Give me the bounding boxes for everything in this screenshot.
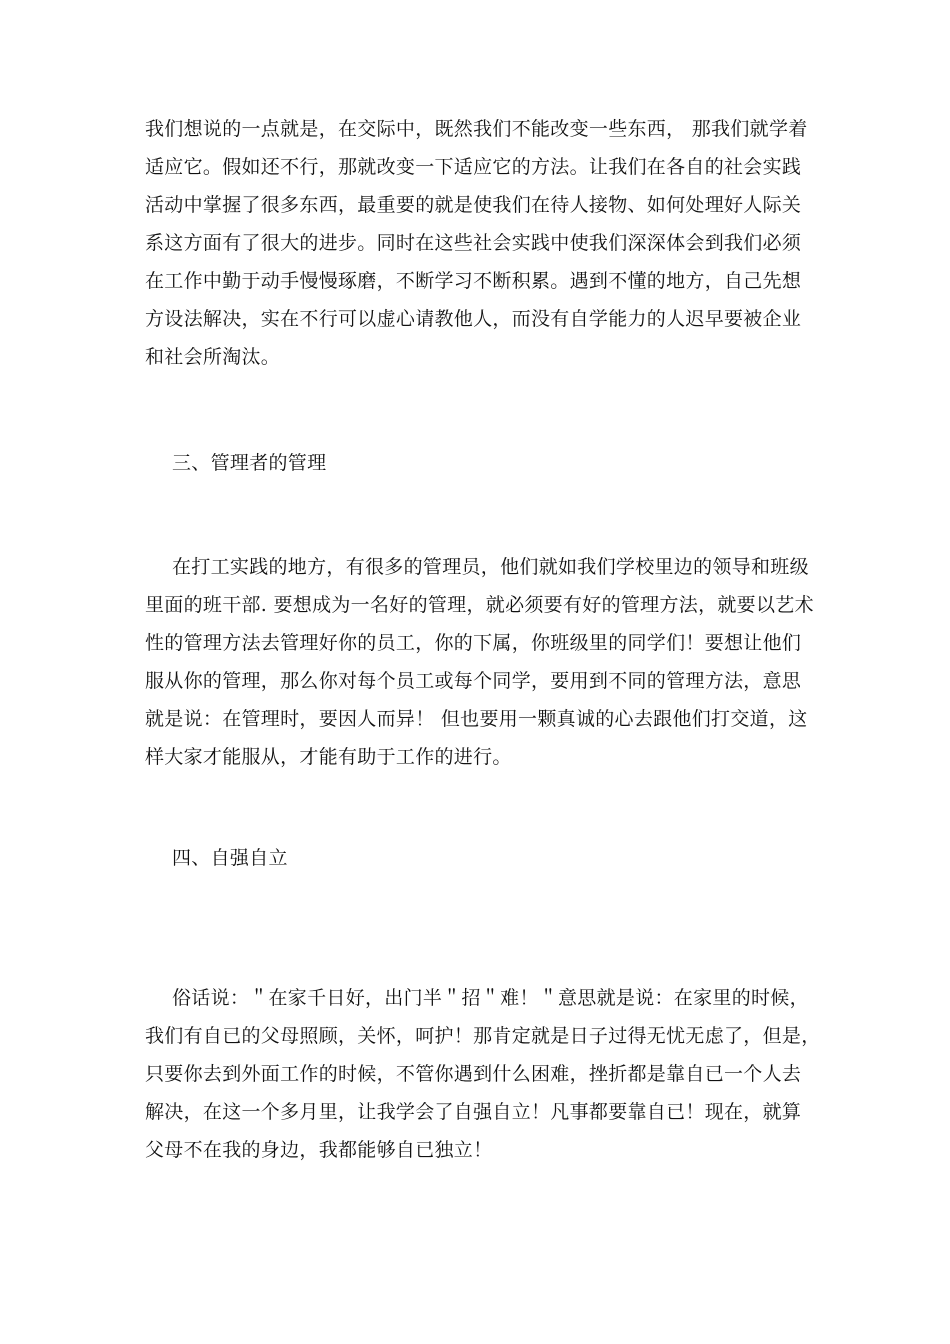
text-line: 适应它。假如还不行，那就改变一下适应它的方法。让我们在各自的社会实践 (145, 156, 802, 178)
text-line: 里面的班干部. 要想成为一名好的管理，就必须要有好的管理方法，就要以艺术 (145, 594, 814, 616)
text-line: 系这方面有了很大的进步。同时在这些社会实践中使我们深深体会到我们必须 (145, 232, 802, 254)
text-line: 活动中掌握了很多东西，最重要的就是使我们在待人接物、如何处理好人际关 (145, 194, 802, 216)
text-line: 服从你的管理，那么你对每个员工或每个同学，要用到不同的管理方法，意思 (145, 670, 802, 692)
section-heading-self-reliance: 四、自强自立 (172, 847, 288, 869)
text-line: 父母不在我的身边，我都能够自已独立！ (145, 1139, 493, 1161)
text-line: 方设法解决，实在不行可以虚心请教他人，而没有自学能力的人迟早要被企业 (145, 308, 802, 330)
text-line: 性的管理方法去管理好你的员工，你的下属，你班级里的同学们！要想让他们 (145, 632, 802, 654)
text-line: 在工作中勤于动手慢慢琢磨，不断学习不断积累。遇到不懂的地方，自己先想 (145, 270, 802, 292)
text-line: 在打工实践的地方，有很多的管理员，他们就如我们学校里边的领导和班级 (172, 556, 809, 578)
text-line: 只要你去到外面工作的时候，不管你遇到什么困难，挫折都是靠自已一个人去 (145, 1063, 802, 1085)
section-heading-management: 三、管理者的管理 (172, 452, 327, 474)
text-line: 俗话说：＂在家千日好，出门半＂招＂难！＂意思就是说：在家里的时候， (172, 987, 809, 1009)
text-line: 解决，在这一个多月里，让我学会了自强自立！凡事都要靠自已！现在，就算 (145, 1101, 802, 1123)
text-line: 我们有自已的父母照顾，关怀，呵护！那肯定就是日子过得无忧无虑了，但是， (145, 1025, 821, 1047)
text-line: 就是说：在管理时，要因人而异！ 但也要用一颗真诚的心去跟他们打交道，这 (145, 708, 808, 730)
text-line: 和社会所淘汰。 (145, 346, 281, 368)
text-line: 我们想说的一点就是，在交际中，既然我们不能改变一些东西， 那我们就学着 (145, 118, 808, 140)
text-line: 样大家才能服从，才能有助于工作的进行。 (145, 746, 512, 768)
